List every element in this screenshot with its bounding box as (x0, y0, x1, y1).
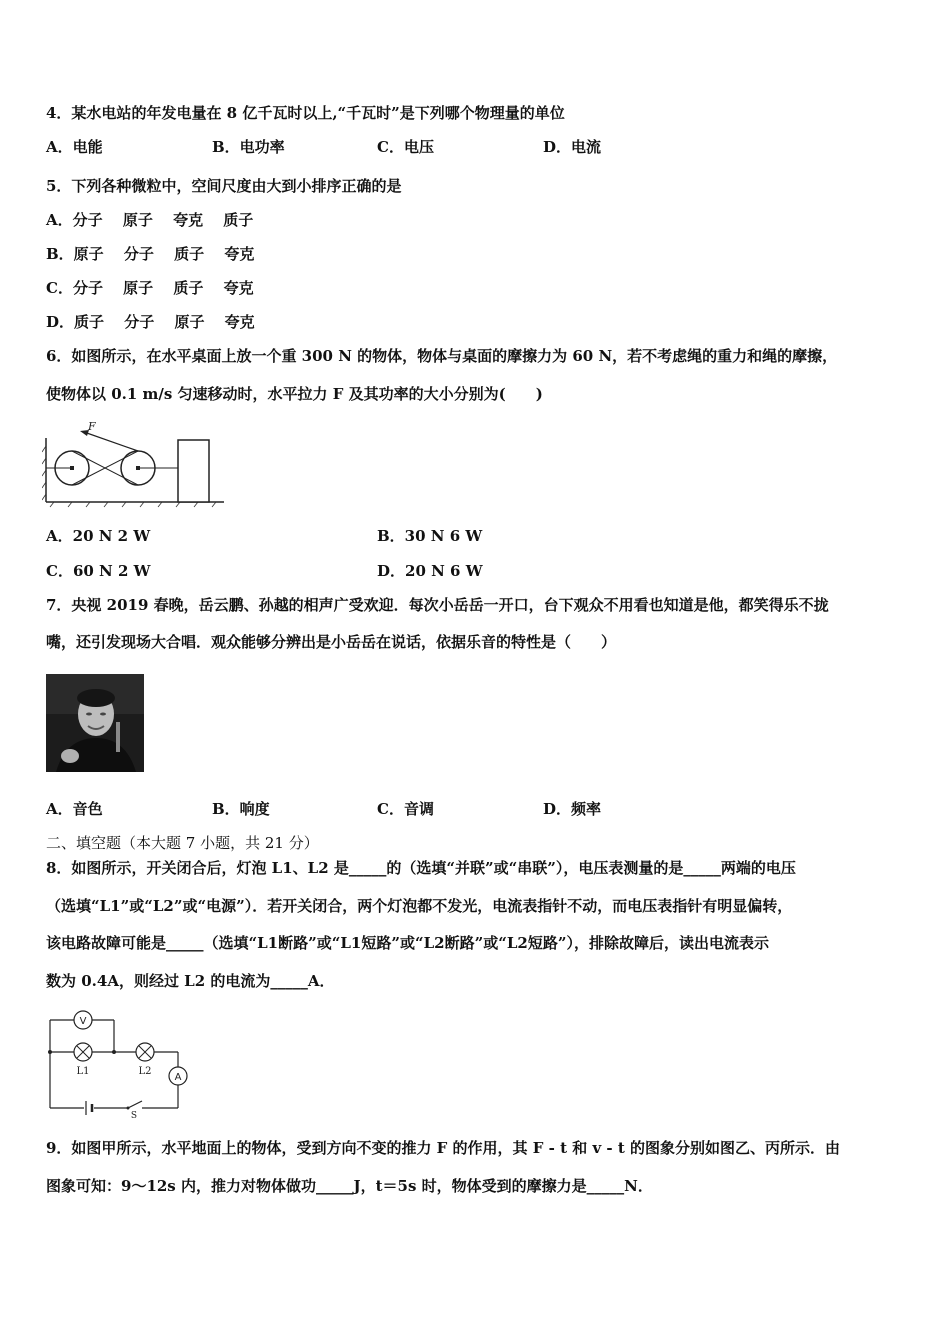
q5-stem: 5．下列各种微粒中，空间尺度由大到小排序正确的是 (46, 177, 402, 195)
q8-line1: 8．如图所示，开关闭合后，灯泡 L1、L2 是_____的（选填“并联”或“串联”），电压表测量的是_____两端的电压 (46, 859, 796, 877)
q6-stem-line2: 使物体以 0.1 m/s 匀速移动时，水平拉力 F 及其功率的大小分别为( ) (46, 385, 543, 403)
performer-photo (46, 674, 144, 772)
q7-stem-line2: 嘴，还引发现场大合唱．观众能够分辨出是小岳岳在说话，依据乐音的特性是（ ） (46, 633, 617, 651)
q8-line4: 数为 0.4A，则经过 L2 的电流为_____A． (46, 972, 335, 990)
q4-option-b[interactable]: B．电功率 (212, 138, 285, 156)
q4-option-d[interactable]: D．电流 (543, 138, 602, 156)
pulley-figure (42, 418, 227, 508)
q7-option-a[interactable]: A．音色 (46, 800, 103, 818)
q8-line3: 该电路故障可能是_____（选填“L1断路”或“L1短路”或“L2断路”或“L2短路”），排除故障后，读出电流表示 (46, 934, 769, 952)
q7-option-b[interactable]: B．响度 (212, 800, 270, 818)
section2-title: 二、填空题（本大题 7 小题，共 21 分） (46, 834, 319, 852)
q6-option-a[interactable]: A．20 N 2 W (46, 527, 151, 545)
q7-option-d[interactable]: D．频率 (543, 800, 602, 818)
q7-stem-line1: 7．央视 2019 春晚，岳云鹏、孙越的相声广受欢迎．每次小岳岳一开口，台下观众不用看也知道是他，都笑得乐不拢 (46, 596, 829, 614)
q6-stem-line1: 6．如图所示，在水平桌面上放一个重 300 N 的物体，物体与桌面的摩擦力为 60 N，若不考虑绳的重力和绳的摩擦， (46, 347, 838, 365)
voltmeter-label: V (79, 1016, 87, 1027)
ammeter-label: A (174, 1072, 182, 1083)
q5-option-c[interactable]: C．分子 原子 质子 夸克 (46, 279, 254, 297)
switch-label: S (130, 1111, 138, 1118)
circuit-figure (46, 1008, 191, 1118)
q4-option-a[interactable]: A．电能 (46, 138, 103, 156)
q5-option-d[interactable]: D．质子 分子 原子 夸克 (46, 313, 255, 331)
q4-option-c[interactable]: C．电压 (377, 138, 434, 156)
q8-line2: （选填“L1”或“L2”或“电源”）．若开关闭合，两个灯泡都不发光，电流表指针不动，而电压表指针有明显偏转， (46, 897, 793, 915)
q9-line2: 图象可知：9～12s 内，推力对物体做功_____J，t＝5s 时，物体受到的摩擦力是_____N． (46, 1177, 653, 1195)
q5-option-b[interactable]: B．原子 分子 质子 夸克 (46, 245, 255, 263)
q6-option-c[interactable]: C．60 N 2 W (46, 562, 151, 580)
force-label: F (88, 420, 96, 433)
q6-option-d[interactable]: D．20 N 6 W (377, 562, 483, 580)
q7-option-c[interactable]: C．音调 (377, 800, 434, 818)
lamp1-label: L1 (76, 1066, 90, 1077)
q4-stem: 4．某水电站的年发电量在 8 亿千瓦时以上,“千瓦时”是下列哪个物理量的单位 (46, 104, 565, 122)
lamp2-label: L2 (138, 1066, 152, 1077)
q5-option-a[interactable]: A．分子 原子 夸克 质子 (46, 211, 254, 229)
q9-line1: 9．如图甲所示，水平地面上的物体，受到方向不变的推力 F 的作用，其 F - t 和 v - t 的图象分别如图乙、丙所示．由 (46, 1139, 840, 1157)
q6-option-b[interactable]: B．30 N 6 W (377, 527, 483, 545)
